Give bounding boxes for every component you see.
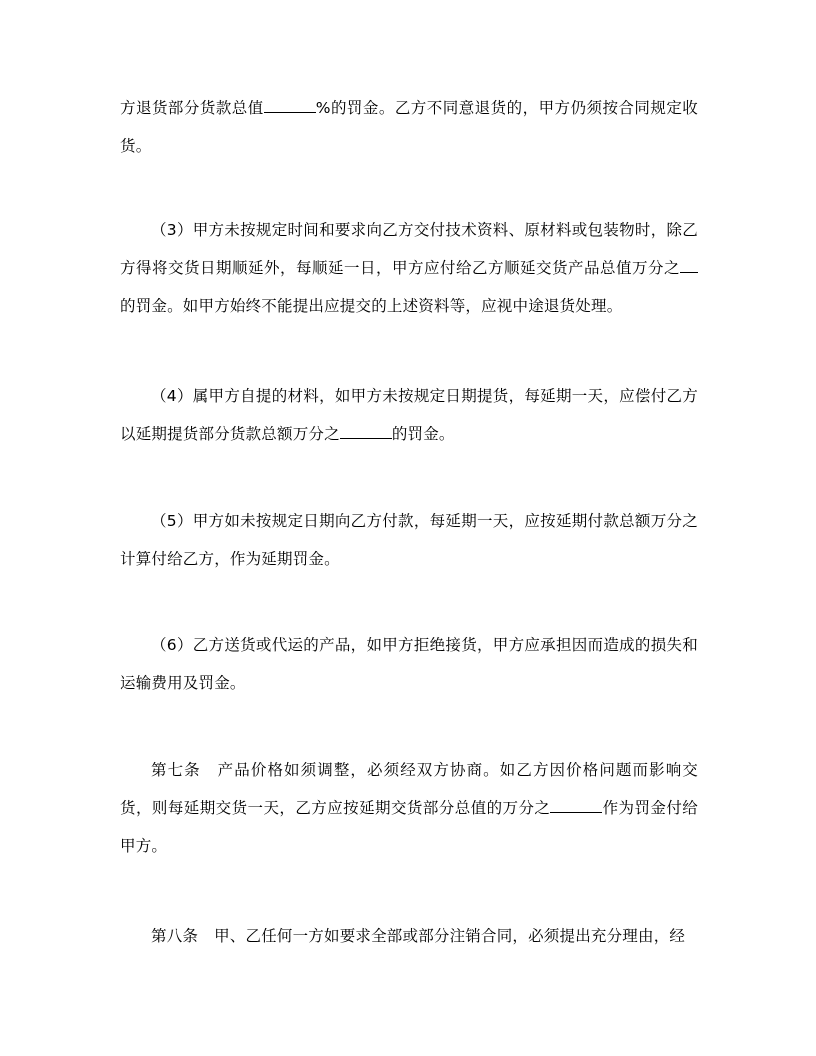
paragraph-text-after: 的罚金。 [391,425,455,443]
paragraph-text-before: （3）甲方未按规定时间和要求向乙方交付技术资料、原材料或包装物时，除乙方得将交货日期顺延外，每顺延一日，甲方应付给乙方顺延交货产品总值万分之 [120,221,698,277]
fill-in-blank[interactable] [264,96,316,113]
paragraph-text: （5）甲方如未按规定日期向乙方付款，每延期一天，应按延期付款总额万分之计算付给乙方，作为延期罚金。 [120,512,698,568]
paragraph-clause-4 [120,377,698,453]
paragraph-text-before: （4）属甲方自提的材料，如甲方未按规定日期提货，每延期一天，应偿付乙方以延期提货部分货款总额万分之 [120,387,698,443]
paragraph-text-after: %的罚金。乙方不同意退货的，甲方仍须按合同规定收货。 [120,99,699,155]
paragraph-text: 甲、乙任何一方如要求全部或部分注销合同，必须提出充分理由，经 [214,927,686,945]
fill-in-blank[interactable] [680,256,698,273]
paragraph-clause-3 [120,211,698,325]
paragraph-clause-5 [120,502,698,578]
paragraph-text-after: 作为罚金付给甲方。 [120,799,698,855]
paragraph-text-after: 的罚金。如甲方始终不能提出应提交的上述资料等，应视中途退货处理。 [120,297,623,315]
paragraph-clause-6 [120,626,698,702]
fill-in-blank[interactable] [550,796,602,813]
article-number: 第八条 [151,927,199,945]
fill-in-blank[interactable] [340,422,392,439]
paragraph-text-before: 产品价格如须调整，必须经双方协商。如乙方因价格问题而影响交货，则每延期交货一天，乙方应按延期交货部分总值的万分之 [120,761,698,817]
paragraph-return-penalty [120,89,698,165]
paragraph-article-7 [120,751,698,865]
paragraph-text: （6）乙方送货或代运的产品，如甲方拒绝接货，甲方应承担因而造成的损失和运输费用及罚金。 [120,636,698,692]
paragraph-text-before: 方退货部分货款总值 [120,99,264,117]
article-number: 第七条 [151,761,201,779]
paragraph-article-8 [120,917,698,955]
